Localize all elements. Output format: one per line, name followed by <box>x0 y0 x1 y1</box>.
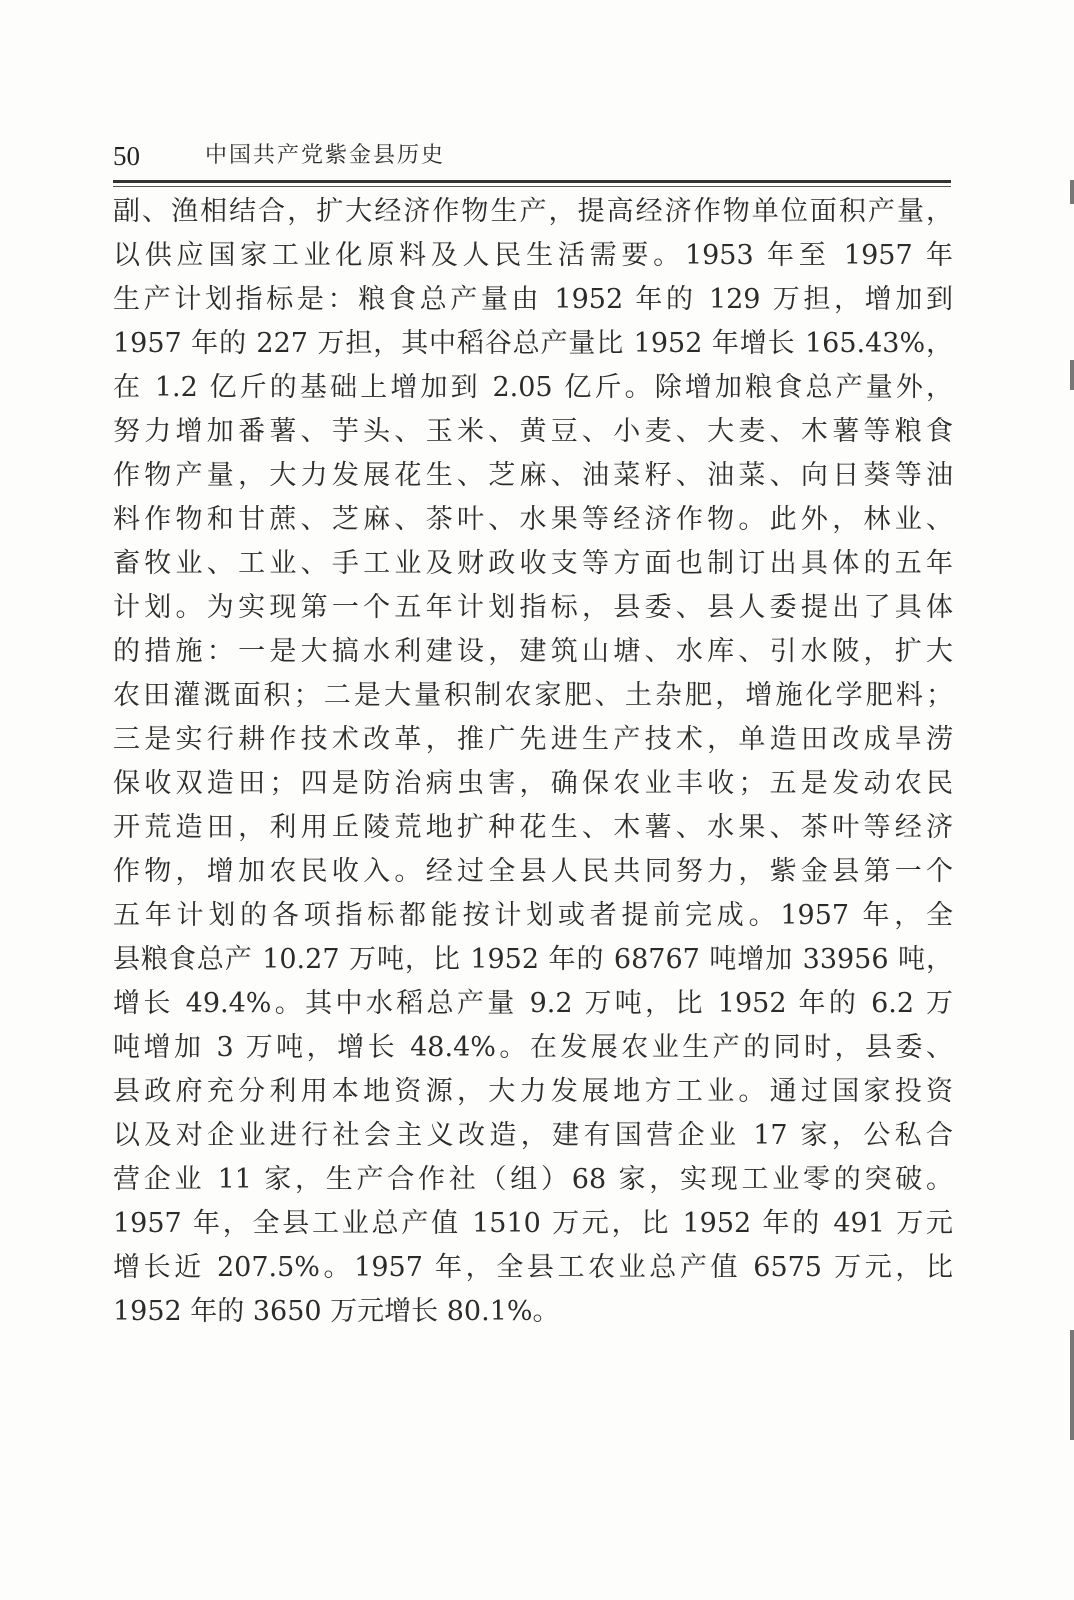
text-line: 吨增加 3 万吨，增长 48.4%。在发展农业生产的同时，县委、 <box>113 1032 953 1063</box>
text-line: 在 1.2 亿斤的基础上增加到 2.05 亿斤。除增加粮食总产量外， <box>113 372 953 403</box>
header-rule-thin <box>113 186 951 187</box>
text-line: 开荒造田，利用丘陵荒地扩种花生、木薯、水果、茶叶等经济 <box>113 812 953 843</box>
text-line: 五年计划的各项指标都能按计划或者提前完成。1957 年，全 <box>113 900 953 931</box>
text-line: 作物产量，大力发展花生、芝麻、油菜籽、油菜、向日葵等油 <box>113 460 953 491</box>
text-line: 营企业 11 家，生产合作社（组）68 家，实现工业零的突破。 <box>113 1164 953 1195</box>
scan-edge-mark <box>1070 1330 1074 1440</box>
text-line: 1957 年的 227 万担，其中稻谷总产量比 1952 年增长 165.43%， <box>113 328 953 359</box>
text-line: 畜牧业、工业、手工业及财政收支等方面也制订出具体的五年 <box>113 548 953 579</box>
text-line: 作物，增加农民收入。经过全县人民共同努力，紫金县第一个 <box>113 856 953 887</box>
text-line-last: 1952 年的 3650 万元增长 80.1%。 <box>113 1296 560 1327</box>
text-line: 计划。为实现第一个五年计划指标，县委、县人委提出了具体 <box>113 592 953 623</box>
header-rule-thick <box>113 180 951 183</box>
text-line: 增长近 207.5%。1957 年，全县工农业总产值 6575 万元，比 <box>113 1252 953 1283</box>
text-line: 三是实行耕作技术改革，推广先进生产技术，单造田改成旱涝 <box>113 724 953 755</box>
text-line: 以及对企业进行社会主义改造，建有国营企业 17 家，公私合 <box>113 1120 953 1151</box>
text-line: 县政府充分利用本地资源，大力发展地方工业。通过国家投资 <box>113 1076 953 1107</box>
text-line: 1957 年，全县工业总产值 1510 万元，比 1952 年的 491 万元 <box>113 1208 953 1239</box>
page-number: 50 <box>113 141 140 171</box>
text-line: 增长 49.4%。其中水稻总产量 9.2 万吨，比 1952 年的 6.2 万 <box>113 988 953 1019</box>
text-line: 努力增加番薯、芋头、玉米、黄豆、小麦、大麦、木薯等粮食 <box>113 416 953 447</box>
text-line: 保收双造田；四是防治病虫害，确保农业丰收；五是发动农民 <box>113 768 953 799</box>
body-paragraph <box>113 190 953 1334</box>
text-line: 生产计划指标是：粮食总产量由 1952 年的 129 万担，增加到 <box>113 284 953 315</box>
text-line: 料作物和甘蔗、芝麻、茶叶、水果等经济作物。此外，林业、 <box>113 504 953 535</box>
text-line: 农田灌溉面积；二是大量积制农家肥、土杂肥，增施化学肥料； <box>113 680 953 711</box>
text-line: 以供应国家工业化原料及人民生活需要。1953 年至 1957 年 <box>113 240 953 271</box>
text-line: 县粮食总产 10.27 万吨，比 1952 年的 68767 吨增加 33956 吨， <box>113 944 953 975</box>
running-title: 中国共产党紫金县历史 <box>205 143 446 168</box>
text-line: 副、渔相结合，扩大经济作物生产，提高经济作物单位面积产量， <box>113 196 953 227</box>
scan-edge-mark <box>1070 180 1074 204</box>
scan-edge-mark <box>1070 360 1074 390</box>
page-header <box>113 138 951 174</box>
text-line: 的措施：一是大搞水利建设，建筑山塘、水库、引水陂，扩大 <box>113 636 953 667</box>
